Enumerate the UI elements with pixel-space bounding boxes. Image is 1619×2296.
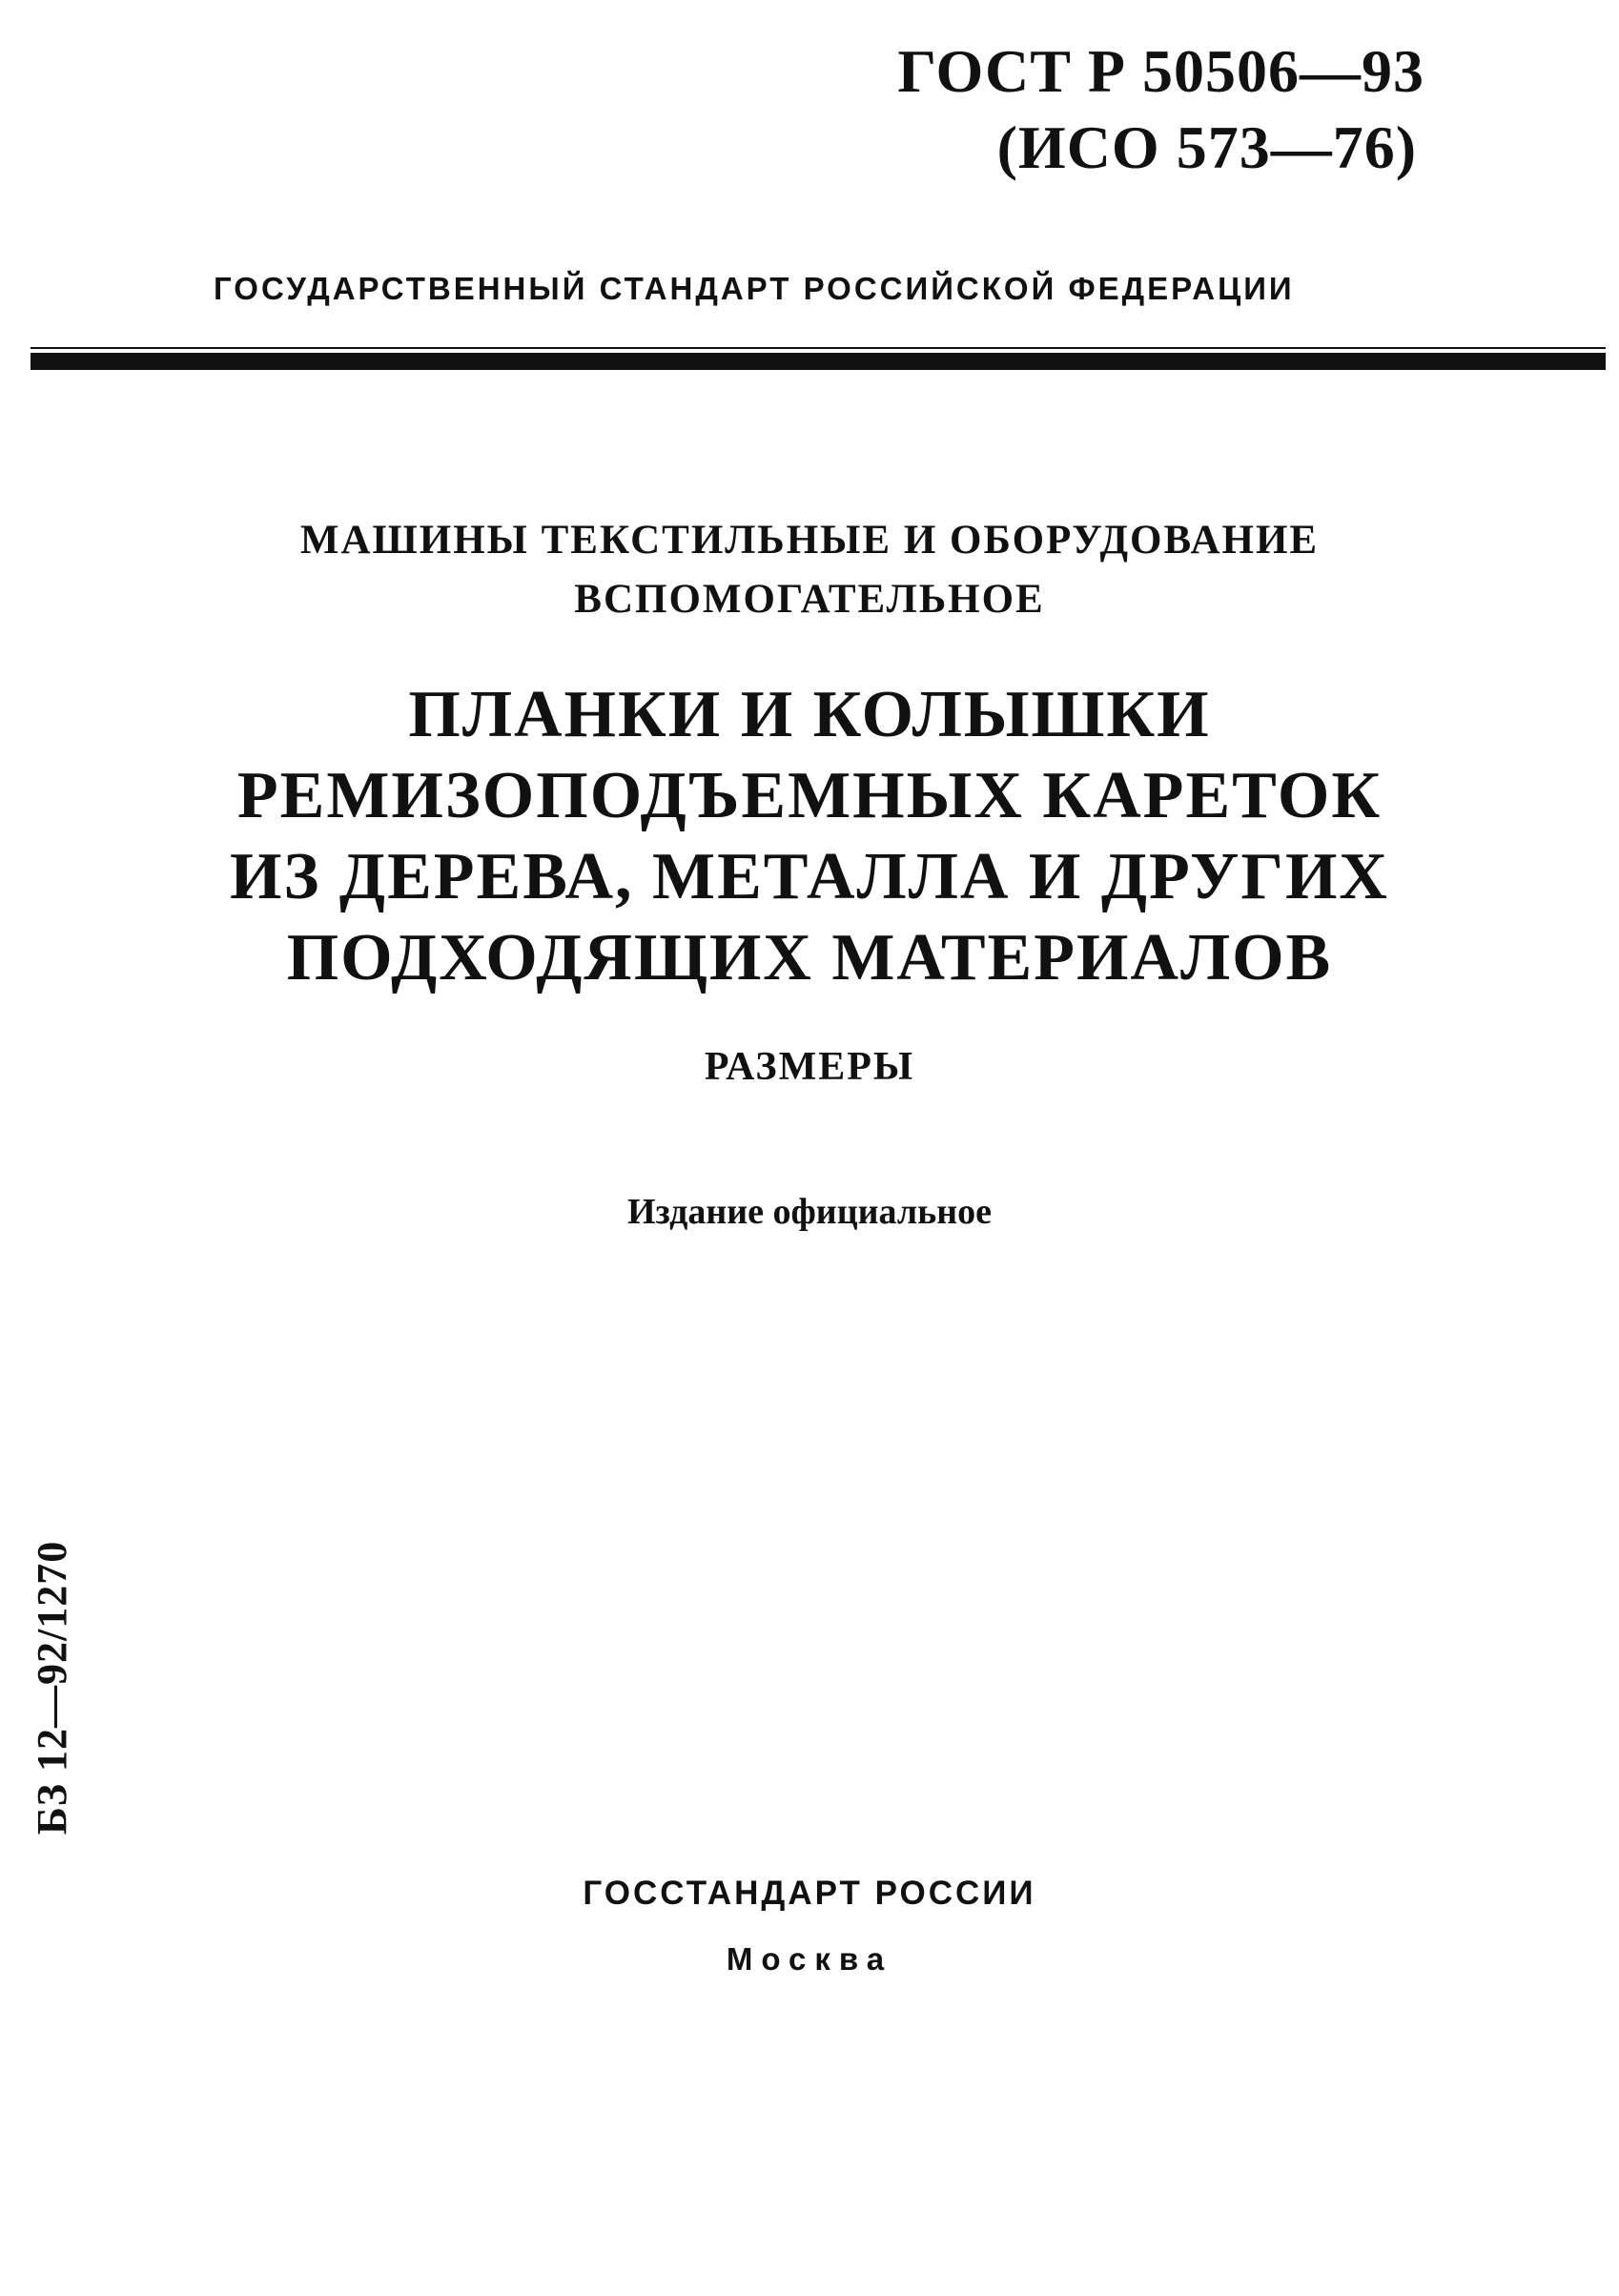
- main-title-line-1: ПЛАНКИ И КОЛЫШКИ: [408, 678, 1211, 751]
- publisher: ГОССТАНДАРТ РОССИИ: [583, 1875, 1036, 1912]
- main-title-line-3: ИЗ ДЕРЕВА, МЕТАЛЛА И ДРУГИХ: [230, 840, 1389, 913]
- main-title-line-2: РЕМИЗОПОДЪЕМНЫХ КАРЕТОК: [236, 759, 1383, 832]
- state-standard-heading: ГОСУДАРСТВЕННЫЙ СТАНДАРТ РОССИЙСКОЙ ФЕДЕРАЦИИ: [214, 271, 1295, 306]
- iso-number: (ИСО 573—76): [996, 113, 1417, 181]
- header-rule-thin: [31, 347, 1606, 349]
- header-rule: [31, 353, 1606, 370]
- city: Москва: [726, 1941, 893, 1977]
- main-title-line-4: ПОДХОДЯЩИХ МАТЕРИАЛОВ: [286, 921, 1333, 994]
- category-line-2: ВСПОМОГАТЕЛЬНОЕ: [574, 577, 1045, 622]
- subtitle-sizes: РАЗМЕРЫ: [704, 1045, 915, 1089]
- official-edition-label: Издание официальное: [626, 1192, 992, 1232]
- gost-number: ГОСТ Р 50506—93: [897, 37, 1424, 105]
- category-line-1: МАШИНЫ ТЕКСТИЛЬНЫЕ И ОБОРУДОВАНИЕ: [299, 518, 1320, 563]
- side-code: БЗ 12—92/1270: [29, 1540, 75, 1835]
